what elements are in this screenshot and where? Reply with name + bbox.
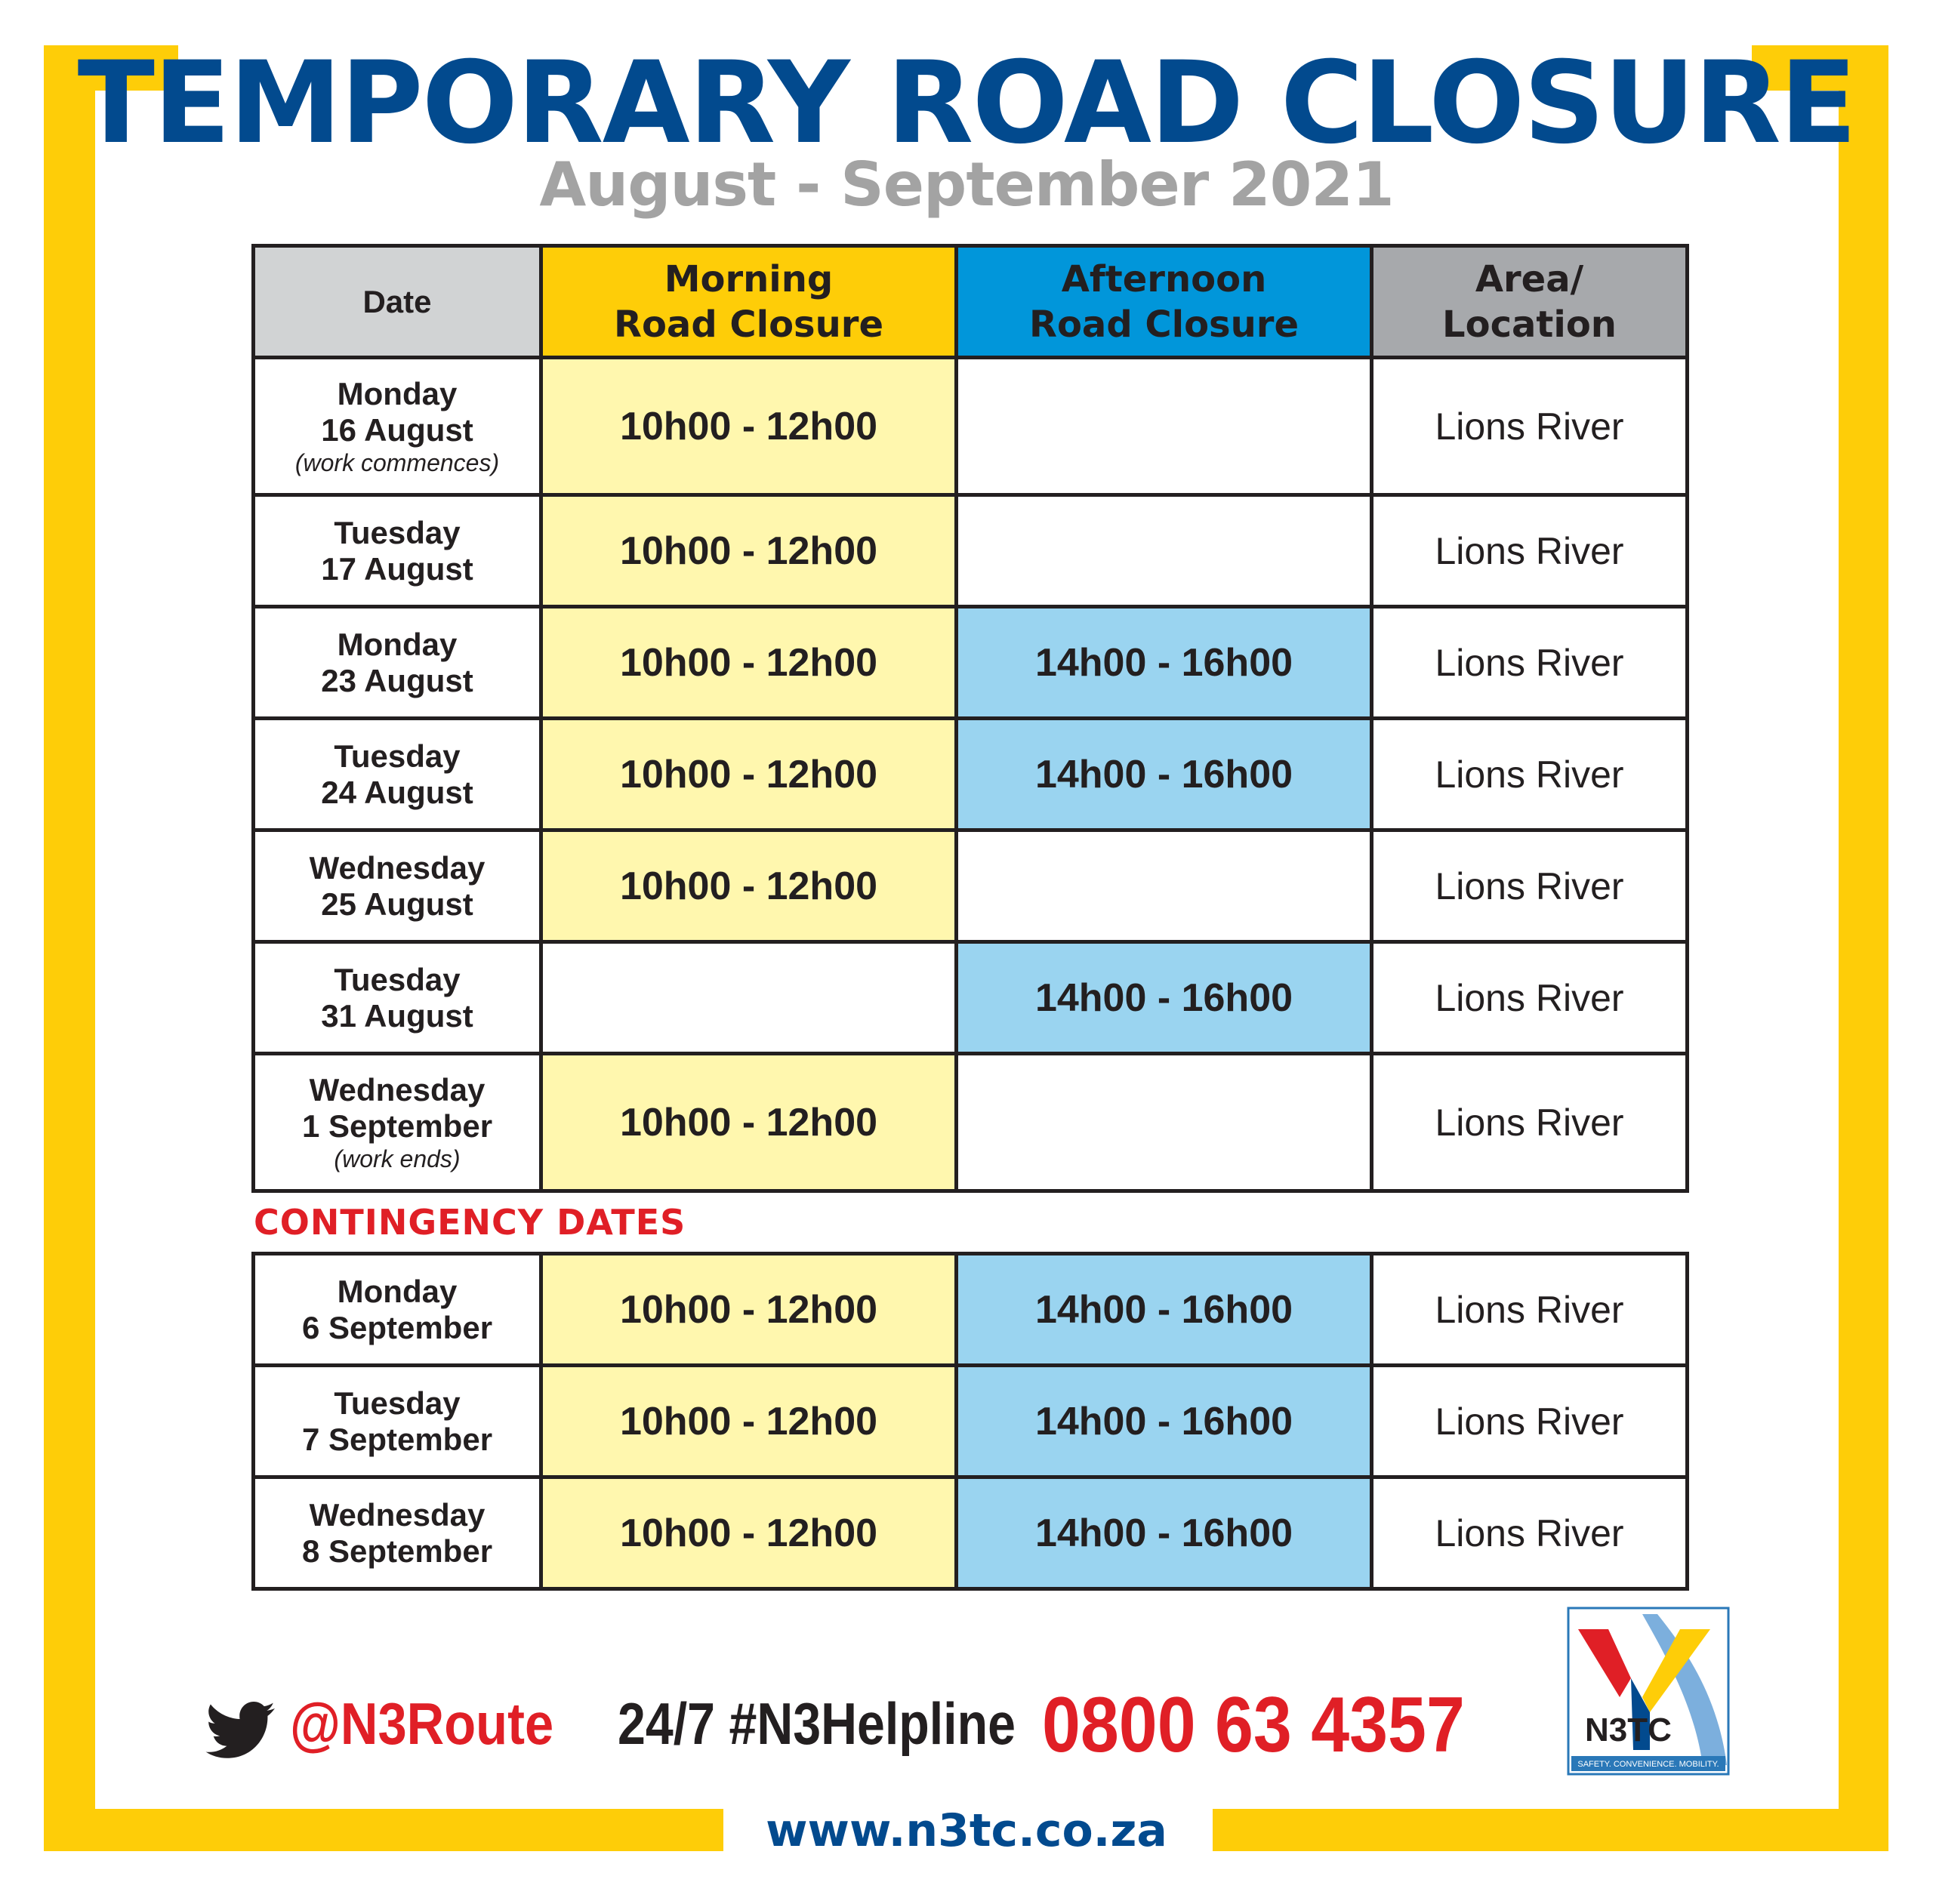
afternoon-cell: 14h00 - 16h00	[957, 1366, 1372, 1477]
col-header-morning	[541, 246, 957, 358]
contingency-heading: CONTINGENCY DATES	[254, 1202, 686, 1243]
date-cell	[254, 358, 541, 495]
page-title: TEMPORARY ROAD CLOSURE	[77, 38, 1856, 169]
contingency-table	[251, 1252, 1689, 1591]
col-header-morning-line1: Morning	[664, 257, 834, 300]
frame-bottom-right	[1213, 1809, 1888, 1851]
frame-left	[44, 45, 95, 1851]
morning-cell: 10h00 - 12h00	[541, 607, 957, 719]
date-cell	[254, 1054, 541, 1191]
col-header-afternoon	[957, 246, 1372, 358]
schedule-table	[251, 244, 1689, 1193]
table-row	[254, 495, 1688, 607]
page-subtitle: August - September 2021	[539, 149, 1394, 220]
day-name: Tuesday	[334, 514, 461, 550]
twitter-bird-icon[interactable]	[205, 1700, 275, 1761]
area-cell: Lions River	[1372, 942, 1688, 1054]
date-value: 16 August	[321, 411, 473, 448]
col-header-afternoon-line1: Afternoon	[1061, 257, 1267, 300]
morning-cell	[541, 942, 957, 1054]
day-name: Wednesday	[309, 1071, 486, 1108]
date-value: 25 August	[321, 886, 473, 922]
date-cell	[254, 1477, 541, 1589]
date-cell	[254, 607, 541, 719]
afternoon-cell	[957, 358, 1372, 495]
morning-cell: 10h00 - 12h00	[541, 1477, 957, 1589]
date-value: 8 September	[301, 1533, 493, 1569]
area-cell: Lions River	[1372, 1477, 1688, 1589]
afternoon-cell	[957, 1054, 1372, 1191]
morning-cell: 10h00 - 12h00	[541, 1366, 957, 1477]
frame-bottom-left	[44, 1809, 723, 1851]
morning-cell: 10h00 - 12h00	[541, 358, 957, 495]
date-cell	[254, 495, 541, 607]
table-row	[254, 607, 1688, 719]
afternoon-cell	[957, 830, 1372, 942]
morning-cell: 10h00 - 12h00	[541, 719, 957, 830]
date-cell	[254, 942, 541, 1054]
afternoon-cell: 14h00 - 16h00	[957, 1477, 1372, 1589]
table-row	[254, 358, 1688, 495]
date-cell	[254, 1254, 541, 1366]
day-name: Monday	[337, 626, 458, 662]
area-cell: Lions River	[1372, 358, 1688, 495]
afternoon-cell: 14h00 - 16h00	[957, 719, 1372, 830]
table-row	[254, 1054, 1688, 1191]
afternoon-cell: 14h00 - 16h00	[957, 1254, 1372, 1366]
date-note: (work ends)	[334, 1145, 461, 1172]
morning-cell: 10h00 - 12h00	[541, 1054, 957, 1191]
day-name: Wednesday	[309, 849, 486, 886]
afternoon-cell	[957, 495, 1372, 607]
date-value: 23 August	[321, 662, 473, 698]
col-header-area-line1: Area/	[1475, 257, 1584, 300]
day-name: Monday	[337, 375, 458, 411]
day-name: Monday	[337, 1273, 458, 1309]
table-row	[254, 942, 1688, 1054]
date-value: 7 September	[301, 1421, 493, 1457]
table-row	[254, 719, 1688, 830]
date-note: (work commences)	[294, 448, 500, 476]
col-header-area	[1372, 246, 1688, 358]
morning-cell: 10h00 - 12h00	[541, 495, 957, 607]
helpline-label: 24/7 #N3Helpline	[618, 1690, 1016, 1757]
date-cell	[254, 1366, 541, 1477]
date-value: 24 August	[321, 774, 473, 810]
day-name: Tuesday	[334, 738, 461, 774]
day-name: Tuesday	[334, 961, 461, 997]
table-row	[254, 1254, 1688, 1366]
helpline-phone[interactable]: 0800 63 4357	[1042, 1681, 1465, 1769]
col-header-area-line2: Location	[1442, 303, 1617, 346]
date-cell	[254, 719, 541, 830]
table-row	[254, 830, 1688, 942]
area-cell: Lions River	[1372, 830, 1688, 942]
n3tc-logo	[1567, 1607, 1730, 1776]
date-value: 17 August	[321, 550, 473, 587]
svg-text:N3TC: N3TC	[1585, 1711, 1672, 1748]
website-link[interactable]: www.n3tc.co.za	[766, 1804, 1167, 1857]
col-header-afternoon-line2: Road Closure	[1028, 303, 1299, 346]
table-row	[254, 1477, 1688, 1589]
date-cell	[254, 830, 541, 942]
afternoon-cell: 14h00 - 16h00	[957, 942, 1372, 1054]
date-value: 1 September	[301, 1108, 493, 1144]
col-header-date-label: Date	[362, 283, 432, 319]
morning-cell: 10h00 - 12h00	[541, 830, 957, 942]
twitter-handle[interactable]: @N3Route	[290, 1690, 554, 1757]
col-header-morning-line2: Road Closure	[613, 303, 884, 346]
area-cell: Lions River	[1372, 719, 1688, 830]
area-cell: Lions River	[1372, 1366, 1688, 1477]
table-row	[254, 1366, 1688, 1477]
area-cell: Lions River	[1372, 1254, 1688, 1366]
svg-text:SAFETY. CONVENIENCE. MOBILITY.: SAFETY. CONVENIENCE. MOBILITY.	[1577, 1760, 1719, 1769]
col-header-date	[254, 246, 541, 358]
area-cell: Lions River	[1372, 495, 1688, 607]
day-name: Tuesday	[334, 1385, 461, 1421]
afternoon-cell: 14h00 - 16h00	[957, 607, 1372, 719]
day-name: Wednesday	[309, 1496, 486, 1533]
date-value: 31 August	[321, 997, 473, 1034]
area-cell: Lions River	[1372, 1054, 1688, 1191]
morning-cell: 10h00 - 12h00	[541, 1254, 957, 1366]
frame-right	[1839, 45, 1888, 1851]
date-value: 6 September	[301, 1309, 493, 1345]
area-cell: Lions River	[1372, 607, 1688, 719]
table-header-row	[254, 246, 1688, 358]
